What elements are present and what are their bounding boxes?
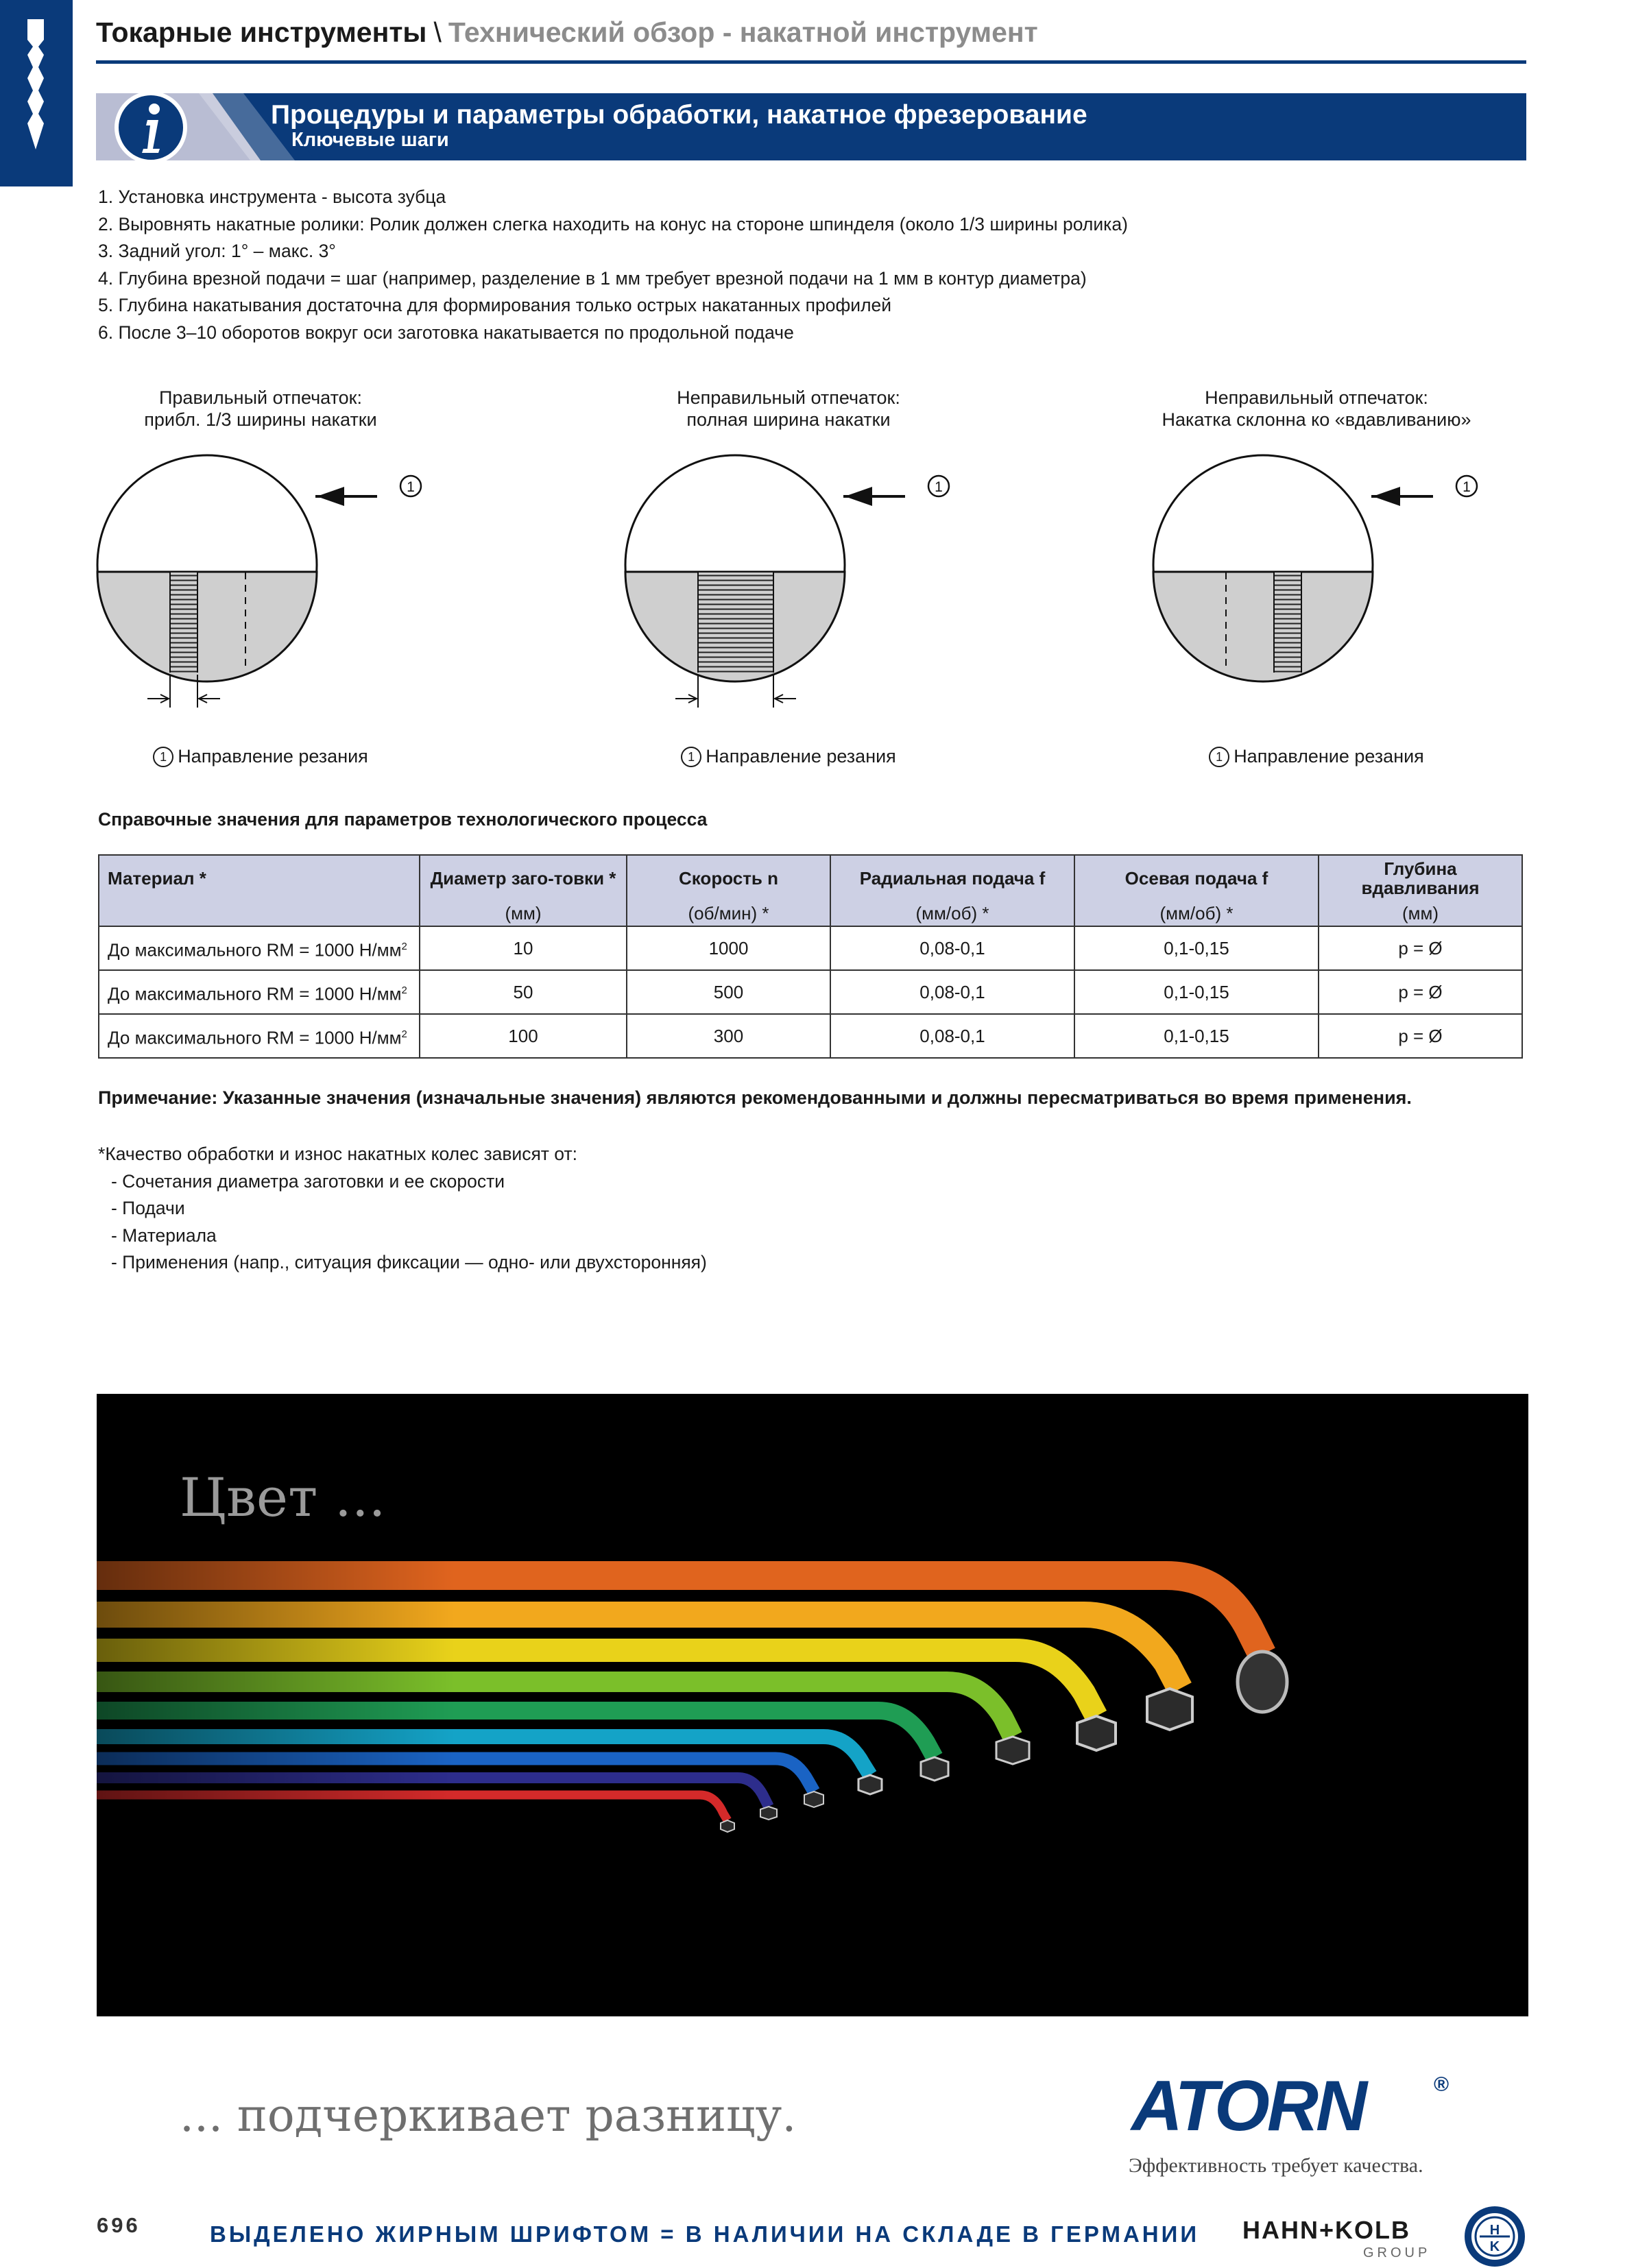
diagram-caption: полная ширина накатки <box>686 409 891 430</box>
column-unit: (мм) <box>420 901 627 926</box>
cell-diameter: 100 <box>420 1014 627 1058</box>
svg-text:H: H <box>1489 2223 1500 2238</box>
svg-text:1: 1 <box>1463 479 1471 495</box>
diagram-caption: Накатка склонна ко «вдавливанию» <box>1162 409 1471 430</box>
arrow-left-icon <box>1373 487 1400 506</box>
column-header: Диаметр заго-товки * <box>420 855 627 901</box>
diagram-pressing-impression <box>1083 387 1550 771</box>
remarks-item: - Сочетания диаметра заготовки и ее скорости <box>111 1170 505 1192</box>
ad-tagline: Эффективность требует качества. <box>1129 2154 1423 2177</box>
cell-depth: p = Ø <box>1319 1014 1522 1058</box>
diagram-caption: Неправильный отпечаток: <box>1205 387 1428 408</box>
cell-speed: 1000 <box>627 926 830 970</box>
step-item: 1. Установка инструмента - высота зубца <box>98 186 446 207</box>
banner-subtitle: Ключевые шаги <box>291 129 449 151</box>
diagram-caption: Правильный отпечаток: <box>159 387 362 408</box>
step-item: 6. После 3–10 оборотов вокруг оси заготовка накатывается по продольной подаче <box>98 322 794 343</box>
column-header: Скорость n <box>627 855 830 901</box>
cell-radial-feed: 0,08-0,1 <box>830 970 1074 1014</box>
remarks-intro: *Качество обработки и износ накатных колес зависят от: <box>98 1144 577 1164</box>
stock-note: ВЫДЕЛЕНО ЖИРНЫМ ШРИФТОМ = В НАЛИЧИИ НА СКЛАДЕ В ГЕРМАНИИ <box>210 2221 1200 2247</box>
column-unit <box>99 901 420 926</box>
cell-diameter: 10 <box>420 926 627 970</box>
table-row <box>99 926 1522 970</box>
table-units-row <box>99 901 1522 926</box>
cell-speed: 500 <box>627 970 830 1014</box>
header-subtitle: Технический обзор - накатной инструмент <box>448 16 1038 48</box>
page-number: 696 <box>97 2213 141 2237</box>
company-group: GROUP <box>1363 2245 1431 2260</box>
remarks-item: - Материала <box>111 1225 217 1246</box>
svg-text:1: 1 <box>935 479 943 495</box>
diagram-full-width-impression <box>555 387 1022 771</box>
circled-number-icon: 1 <box>681 747 701 767</box>
arrow-left-icon <box>317 487 344 506</box>
cell-axial-feed: 0,1-0,15 <box>1074 1014 1319 1058</box>
company-logo: HAHN+KOLB <box>1242 2216 1411 2244</box>
header-separator: \ <box>433 16 442 48</box>
table-title: Справочные значения для параметров технологического процесса <box>98 809 708 830</box>
column-header: Радиальная подача f <box>830 855 1074 901</box>
diagram-footer: Направление резания <box>706 746 896 767</box>
ad-headline: Цвет ... <box>180 1467 386 1529</box>
remarks-item: - Применения (напр., ситуация фиксации — одно- или двухсторонняя) <box>111 1252 707 1272</box>
column-header: Осевая подача f <box>1074 855 1319 901</box>
svg-text:ATORN: ATORN <box>1131 2066 1365 2140</box>
diagram-caption: прибл. 1/3 ширины накатки <box>144 409 377 430</box>
circled-number-icon: 1 <box>153 747 173 767</box>
atorn-logo <box>1130 2065 1452 2140</box>
cell-material: До максимального RM = 1000 $Н/мм^2$ <box>99 970 420 1014</box>
header-rule <box>96 60 1526 64</box>
table-header-row <box>99 855 1522 901</box>
svg-text:1: 1 <box>407 479 415 495</box>
cell-material: До максимального RM = 1000 $Н/мм^2$ <box>99 1014 420 1058</box>
cell-speed: 300 <box>627 1014 830 1058</box>
svg-text:K: K <box>1489 2239 1500 2254</box>
cell-depth: p = Ø <box>1319 970 1522 1014</box>
steps-list <box>98 184 1128 346</box>
remarks-list <box>98 1141 707 1277</box>
table-row <box>99 970 1522 1014</box>
cell-radial-feed: 0,08-0,1 <box>830 926 1074 970</box>
drill-icon <box>15 19 56 149</box>
side-tab <box>0 0 73 186</box>
step-item: 5. Глубина накатывания достаточна для формирования только острых накатанных профилей <box>98 295 892 315</box>
cell-axial-feed: 0,1-0,15 <box>1074 926 1319 970</box>
column-header: Глубина вдавливания <box>1319 855 1522 901</box>
column-unit: (мм) <box>1319 901 1522 926</box>
header-title: Токарные инструменты <box>96 16 427 48</box>
banner-title: Процедуры и параметры обработки, накатное фрезерование <box>271 100 1087 130</box>
knurl-diagram <box>27 448 494 723</box>
info-icon <box>113 90 189 165</box>
ad-slogan: ... подчеркивает разницу. <box>180 2089 797 2142</box>
note-text: Примечание: Указанные значения (изначальные значения) являются рекомендованными и должны пересматриваться во время применения. <box>98 1087 1412 1108</box>
cell-depth: p = Ø <box>1319 926 1522 970</box>
column-unit: (об/мин) * <box>627 901 830 926</box>
circled-number-icon: 1 <box>1209 747 1229 767</box>
cell-radial-feed: 0,08-0,1 <box>830 1014 1074 1058</box>
step-item: 3. Задний угол: 1° – макс. 3° <box>98 241 336 261</box>
diagram-caption: Неправильный отпечаток: <box>677 387 900 408</box>
column-header: Материал * <box>99 855 420 901</box>
knurl-diagram <box>1083 448 1550 723</box>
cell-material: До максимального RM = 1000 $Н/мм^2$ <box>99 926 420 970</box>
step-item: 2. Выровнять накатные ролики: Ролик должен слегка находить на конус на стороне шпинделя (около 1/3 ширины ролика) <box>98 213 1128 234</box>
diagram-correct-impression <box>27 387 494 771</box>
arrow-left-icon <box>845 487 872 506</box>
svg-text:®: ® <box>1434 2073 1449 2096</box>
process-parameters-table <box>98 854 1523 1059</box>
remarks-item: - Подачи <box>111 1198 185 1218</box>
hk-seal-icon <box>1463 2205 1526 2268</box>
cell-axial-feed: 0,1-0,15 <box>1074 970 1319 1014</box>
diagram-footer: Направление резания <box>1234 746 1424 767</box>
table-row <box>99 1014 1522 1058</box>
knurl-diagram <box>555 448 1022 723</box>
page-header <box>96 16 1038 49</box>
step-item: 4. Глубина врезной подачи = шаг (например, разделение в 1 мм требует врезной подачи на 1 мм в контур диаметра) <box>98 267 1087 289</box>
diagram-footer: Направление резания <box>178 746 368 767</box>
cell-diameter: 50 <box>420 970 627 1014</box>
column-unit: (мм/об) * <box>830 901 1074 926</box>
column-unit: (мм/об) * <box>1074 901 1319 926</box>
